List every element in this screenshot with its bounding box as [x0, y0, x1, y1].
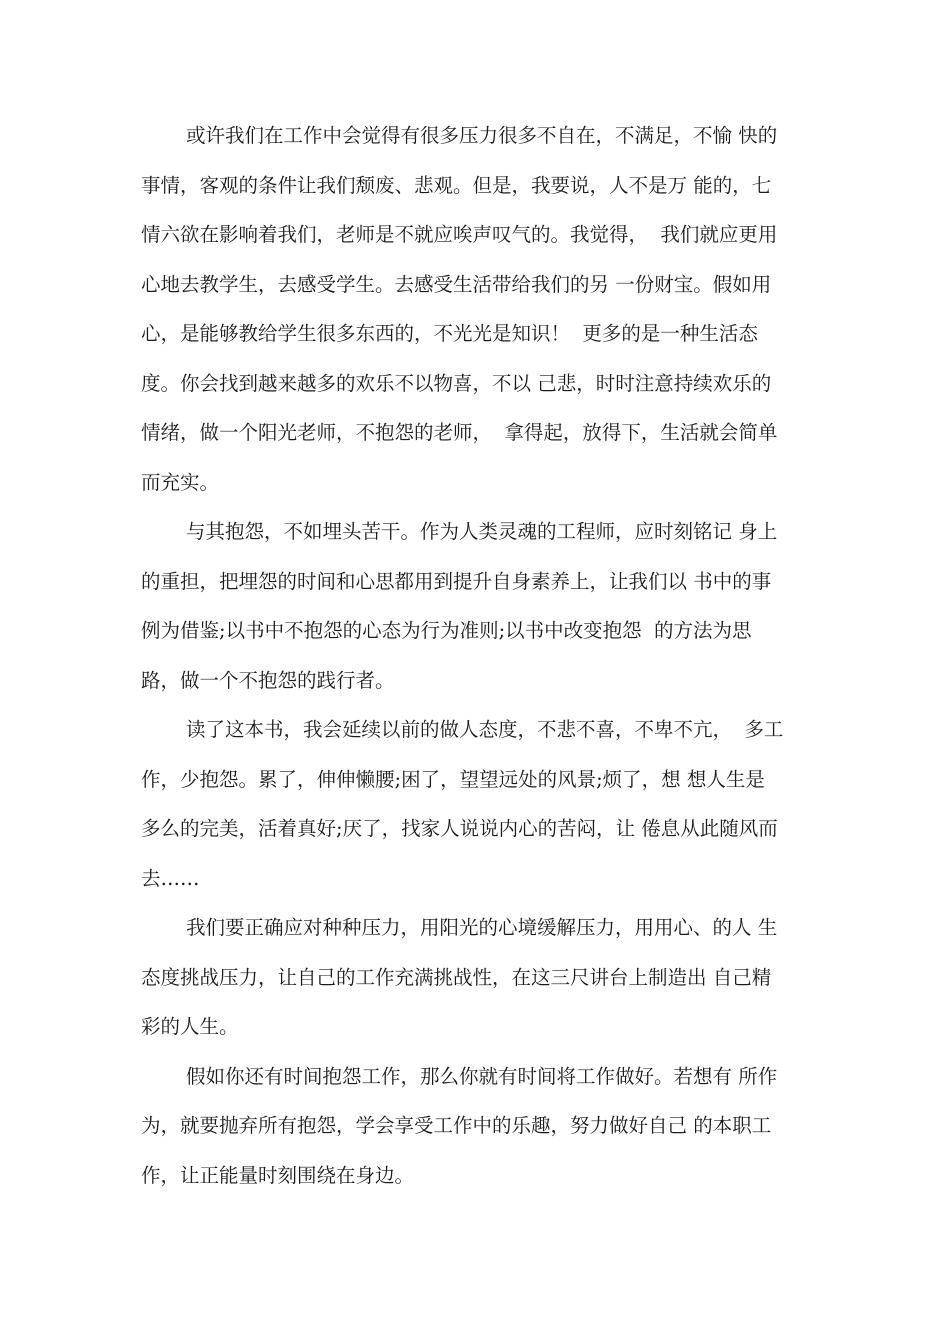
paragraph-line: 心地去教学生，去感受学生。去感受生活带给我们的另 一份财宝。假如用	[141, 272, 772, 296]
paragraph-line: 作，少抱怨。累了，伸伸懒腰;困了，望望远处的风景;烦了，想 想人生是	[141, 767, 765, 791]
paragraph-line: 去……	[141, 866, 200, 890]
paragraph	[141, 1052, 821, 1201]
paragraph-line: 彩的人生。	[141, 1015, 239, 1038]
paragraph-line: 为，就要抛弃所有抱怨，学会享受工作中的乐趣，努力做好自己 的本职工	[141, 1114, 772, 1137]
document-body	[141, 111, 821, 1200]
paragraph-line: 读了这本书，我会延续以前的做人态度，不悲不喜，不卑不亢， 多工	[186, 718, 784, 741]
paragraph-line: 而充实。	[141, 470, 220, 494]
paragraph-line: 情六欲在影响着我们，老师是不就应唉声叹气的。我觉得， 我们就应更用	[141, 223, 778, 246]
paragraph-line: 多么的完美，活着真好;厌了，找家人说说内心的苦闷，让 倦息从此随风而	[141, 817, 778, 840]
paragraph-line: 度。你会找到越来越多的欢乐不以物喜，不以 己悲，时时注意持续欢乐的	[141, 371, 772, 395]
paragraph-line: 与其抱怨，不如埋头苦干。作为人类灵魂的工程师，应时刻铭记 身上	[186, 520, 778, 543]
paragraph-line: 路，做一个不抱怨的践行者。	[141, 668, 395, 692]
paragraph-line: 的重担，把埋怨的时间和心思都用到提升自身素养上，让我们以 书中的事	[141, 569, 772, 593]
paragraph-line: 事情，客观的条件让我们颓废、悲观。但是，我要说，人不是万 能的，七	[141, 173, 772, 197]
paragraph-line: 假如你还有时间抱怨工作，那么你就有时间将工作做好。若想有 所作	[186, 1064, 778, 1088]
paragraph	[141, 903, 821, 1052]
paragraph-line: 心，是能够教给学生很多东西的，不光光是知识！ 更多的是一种生活态	[141, 322, 758, 345]
paragraph-line: 作，让正能量时刻围绕在身边。	[141, 1163, 415, 1187]
paragraph-line: 态度挑战压力，让自己的工作充满挑战性，在这三尺讲台上制造出 自己精	[141, 965, 772, 989]
paragraph	[141, 507, 821, 705]
paragraph	[141, 705, 821, 903]
paragraph-line: 我们要正确应对种种压力，用阳光的心境缓解压力，用用心、的人 生	[186, 916, 778, 939]
paragraph-line: 例为借鉴;以书中不抱怨的心态为行为准则;以书中改变抱怨 的方法为思	[141, 619, 752, 642]
paragraph-line: 或许我们在工作中会觉得有很多压力很多不自在，不满足，不愉 快的	[186, 124, 778, 147]
paragraph-line: 情绪，做一个阳光老师，不抱怨的老师， 拿得起，放得下，生活就会简单	[141, 421, 778, 444]
paragraph	[141, 111, 821, 507]
